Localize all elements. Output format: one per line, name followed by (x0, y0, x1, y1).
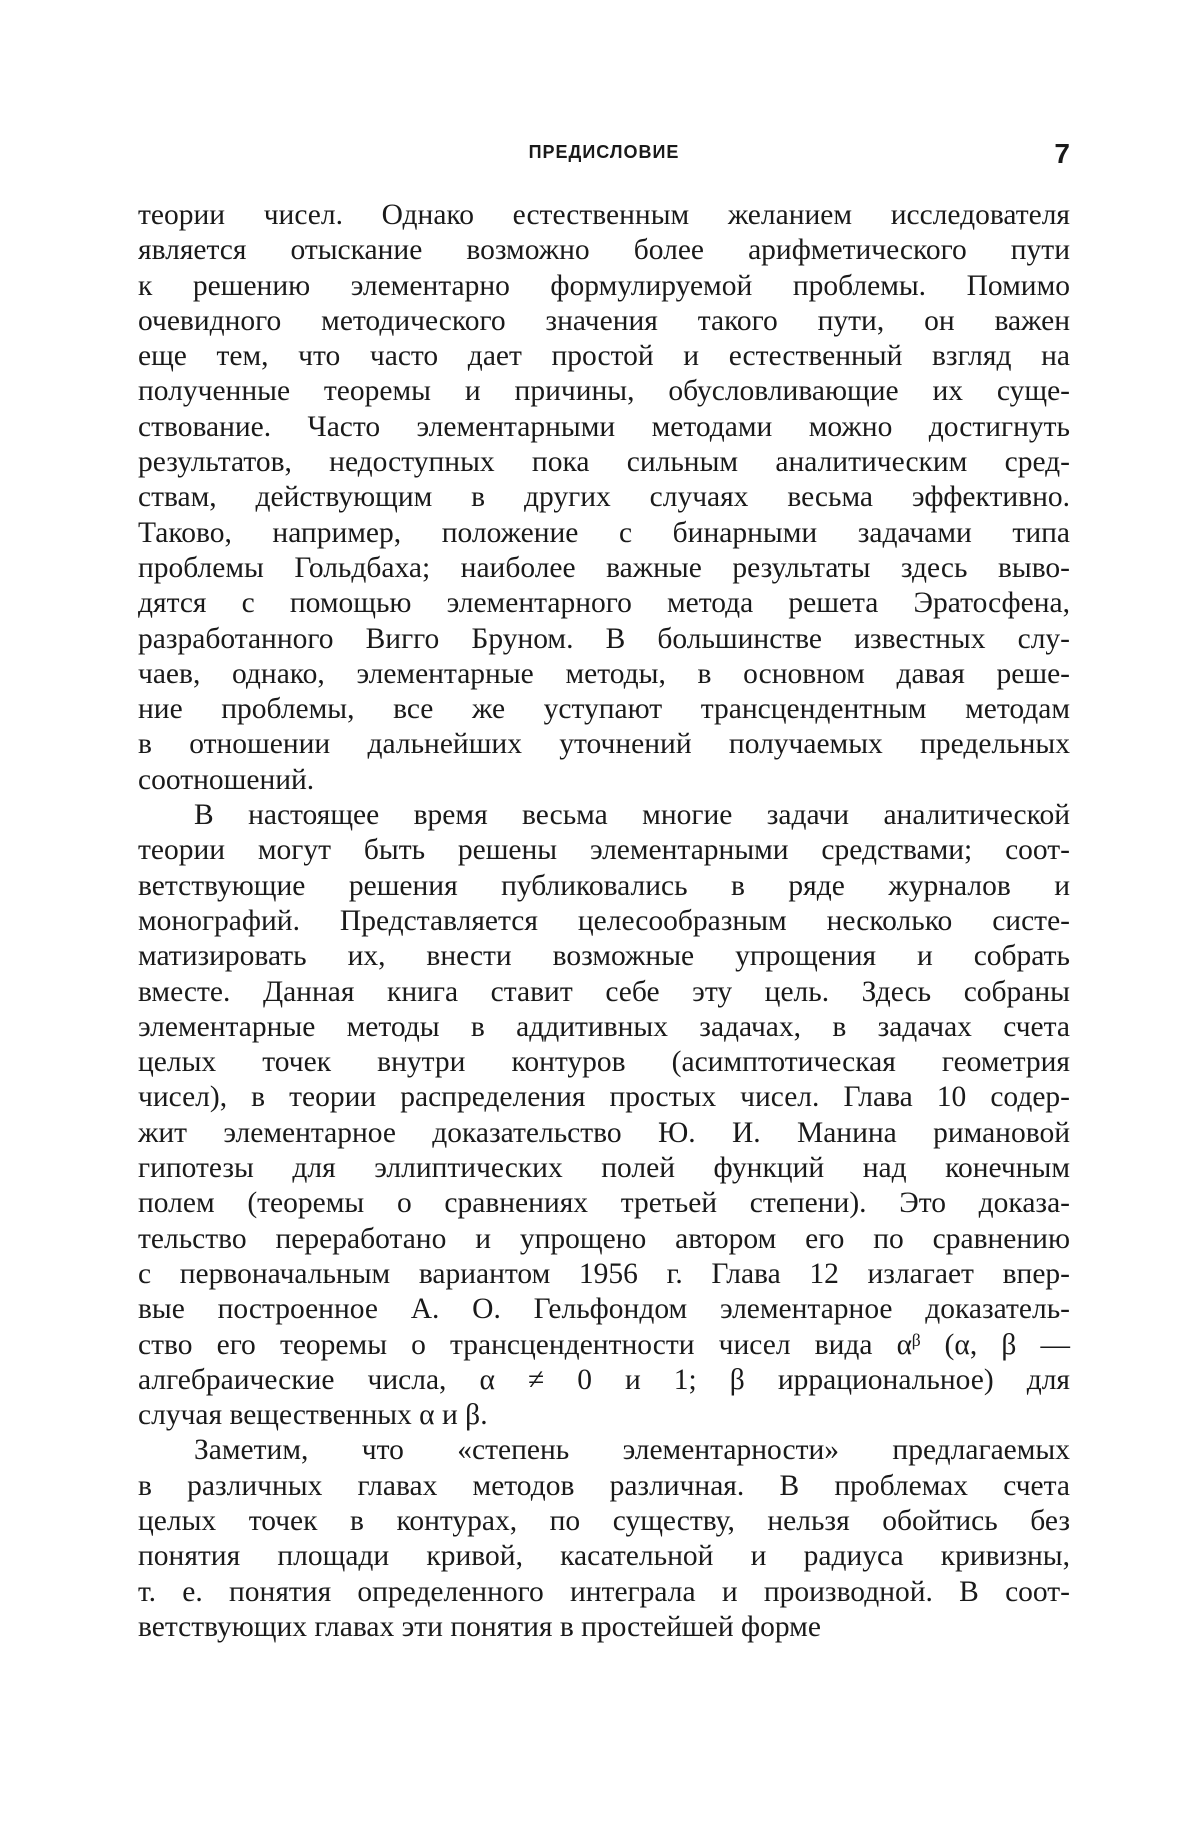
text-line: результатов, недоступных пока сильным аналитическим сред- (138, 446, 1070, 479)
text-line: Заметим, что «степень элементарности» предлагаемых (194, 1434, 1070, 1467)
text-line: случая вещественных α и β. (138, 1399, 488, 1432)
text-line: гипотезы для эллиптических полей функций над конечным (138, 1152, 1070, 1185)
text-line: вые построенное А. О. Гельфондом элементарное доказатель- (138, 1293, 1070, 1326)
text-line: к решению элементарно формулируемой проблемы. Помимо (138, 269, 1070, 302)
text-line: Таково, например, положение с бинарными задачами типа (138, 516, 1070, 549)
text-line: тельство переработано и упрощено автором его по сравнению (138, 1222, 1070, 1255)
text-line: понятия площади кривой, касательной и радиуса кривизны, (138, 1540, 1070, 1573)
text-line: проблемы Гольдбаха; наиболее важные результаты здесь выво- (138, 551, 1070, 584)
page-number: 7 (1054, 138, 1070, 169)
text-line: т. е. понятия определенного интеграла и производной. В соот- (138, 1575, 1070, 1608)
text-line: ство его теоремы о трансцендентности чисел вида αᵝ (α, β — (138, 1328, 1070, 1361)
body-text (138, 198, 1070, 1645)
text-line: с первоначальным вариантом 1956 г. Глава 12 излагает впер- (138, 1257, 1070, 1290)
text-line: ствам, действующим в других случаях весьма эффективно. (138, 481, 1070, 514)
text-line: монографий. Представляется целесообразным несколько систе- (138, 904, 1070, 937)
text-line: матизировать их, внести возможные упрощения и собрать (138, 940, 1070, 973)
text-line: разработанного Вигго Бруном. В большинстве известных слу- (138, 622, 1070, 655)
paragraph-3 (138, 1433, 1070, 1645)
text-line: целых точек в контурах, по существу, нельзя обойтись без (138, 1504, 1070, 1537)
text-line: целых точек внутри контуров (асимптотическая геометрия (138, 1046, 1070, 1079)
text-line: алгебраические числа, α ≠ 0 и 1; β иррациональное) для (138, 1363, 1070, 1396)
text-line: В настоящее время весьма многие задачи аналитической (194, 799, 1070, 832)
page-header (138, 138, 1070, 174)
text-line: жит элементарное доказательство Ю. И. Манина римановой (138, 1116, 1070, 1149)
text-line: теории могут быть решены элементарными средствами; соот- (138, 834, 1070, 867)
text-line: чисел), в теории распределения простых чисел. Глава 10 содер- (138, 1081, 1070, 1114)
running-head: ПРЕДИСЛОВИЕ (528, 142, 680, 162)
text-line: соотношений. (138, 763, 315, 796)
text-line: в отношении дальнейших уточнений получаемых предельных (138, 728, 1070, 761)
text-line: ветствующих главах эти понятия в простейшей форме (138, 1610, 821, 1643)
text-line: теории чисел. Однако естественным желанием исследователя (138, 199, 1070, 231)
text-line: чаев, однако, элементарные методы, в основном давая реше- (138, 657, 1070, 690)
paragraph-1 (138, 198, 1070, 798)
text-line: ствование. Часто элементарными методами можно достигнуть (138, 410, 1070, 443)
paragraph-2 (138, 798, 1070, 1433)
text-line: ние проблемы, все же уступают трансцендентным методам (138, 693, 1070, 726)
text-line: ветствующие решения публиковались в ряде журналов и (138, 869, 1070, 902)
text-line: полученные теоремы и причины, обусловливающие их суще- (138, 375, 1070, 408)
text-line: еще тем, что часто дает простой и естественный взгляд на (138, 340, 1070, 373)
text-line: элементарные методы в аддитивных задачах, в задачах счета (138, 1010, 1070, 1043)
text-line: очевидного методического значения такого пути, он важен (138, 304, 1070, 337)
text-line: является отыскание возможно более арифметического пути (138, 234, 1070, 267)
text-line: полем (теоремы о сравнениях третьей степени). Это доказа- (138, 1187, 1070, 1220)
text-line: вместе. Данная книга ставит себе эту цель. Здесь собраны (138, 975, 1070, 1008)
text-line: в различных главах методов различная. В проблемах счета (138, 1469, 1070, 1502)
text-line: дятся с помощью элементарного метода решета Эратосфена, (138, 587, 1070, 620)
